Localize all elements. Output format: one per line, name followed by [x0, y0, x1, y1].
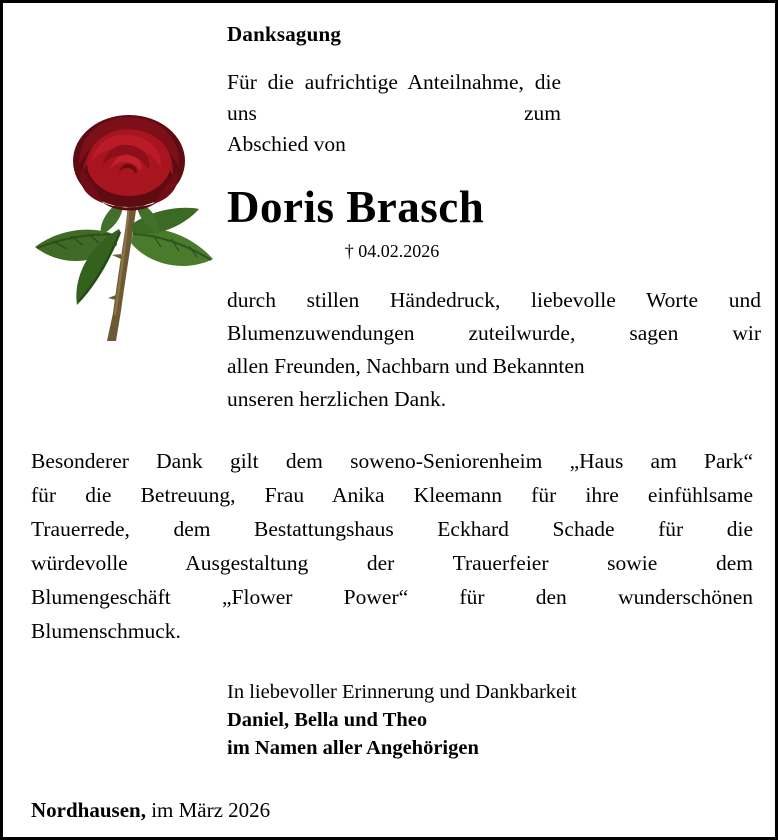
closing-block [227, 678, 747, 762]
closing-line: In liebevoller Erinnerung und Dankbarkeit [227, 681, 577, 703]
thanks-line-5: Blumengeschäft „Flower Power“ für den wunderschönen [31, 585, 753, 609]
intro-text [227, 67, 561, 160]
card-inner [3, 3, 775, 837]
family-names: Daniel, Bella und Theo [227, 709, 428, 731]
thanks-line-2: für die Betreuung, Frau Anika Kleemann für ihre einfühlsame [31, 483, 753, 507]
thanks-line-4: würdevolle Ausgestaltung der Trauerfeier sowie dem [31, 551, 753, 575]
body-text [227, 284, 761, 416]
intro-line-2: Abschied von [227, 132, 346, 156]
thanks-line-3: Trauerrede, dem Bestattungshaus Eckhard Schade für die [31, 517, 753, 541]
footer-date: im März 2026 [145, 798, 271, 822]
red-rose-icon [21, 83, 221, 343]
thanks-line-6: Blumenschmuck. [31, 619, 181, 643]
body-line-2: Blumenzuwendungen zuteilwurde, sagen wir [227, 321, 761, 345]
footer-city: Nordhausen, [31, 798, 146, 822]
deceased-name: Doris Brasch [227, 182, 485, 232]
intro-line-1: Für die aufrichtige Anteilnahme, die uns zum [227, 70, 561, 125]
footer [31, 797, 270, 823]
body-line-3: allen Freunden, Nachbarn und Bekannten [227, 354, 585, 378]
thanks-text [31, 444, 753, 648]
death-date: † 04.02.2026 [344, 241, 440, 261]
page-title: Danksagung [227, 22, 342, 46]
body-line-4: unseren herzlichen Dank. [227, 387, 447, 411]
body-line-1: durch stillen Händedruck, liebevolle Worte und [227, 288, 761, 312]
thanks-line-1: Besonderer Dank gilt dem soweno-Seniorenheim „Haus am Park“ [31, 449, 753, 473]
family-suffix: im Namen aller Angehörigen [227, 737, 479, 759]
